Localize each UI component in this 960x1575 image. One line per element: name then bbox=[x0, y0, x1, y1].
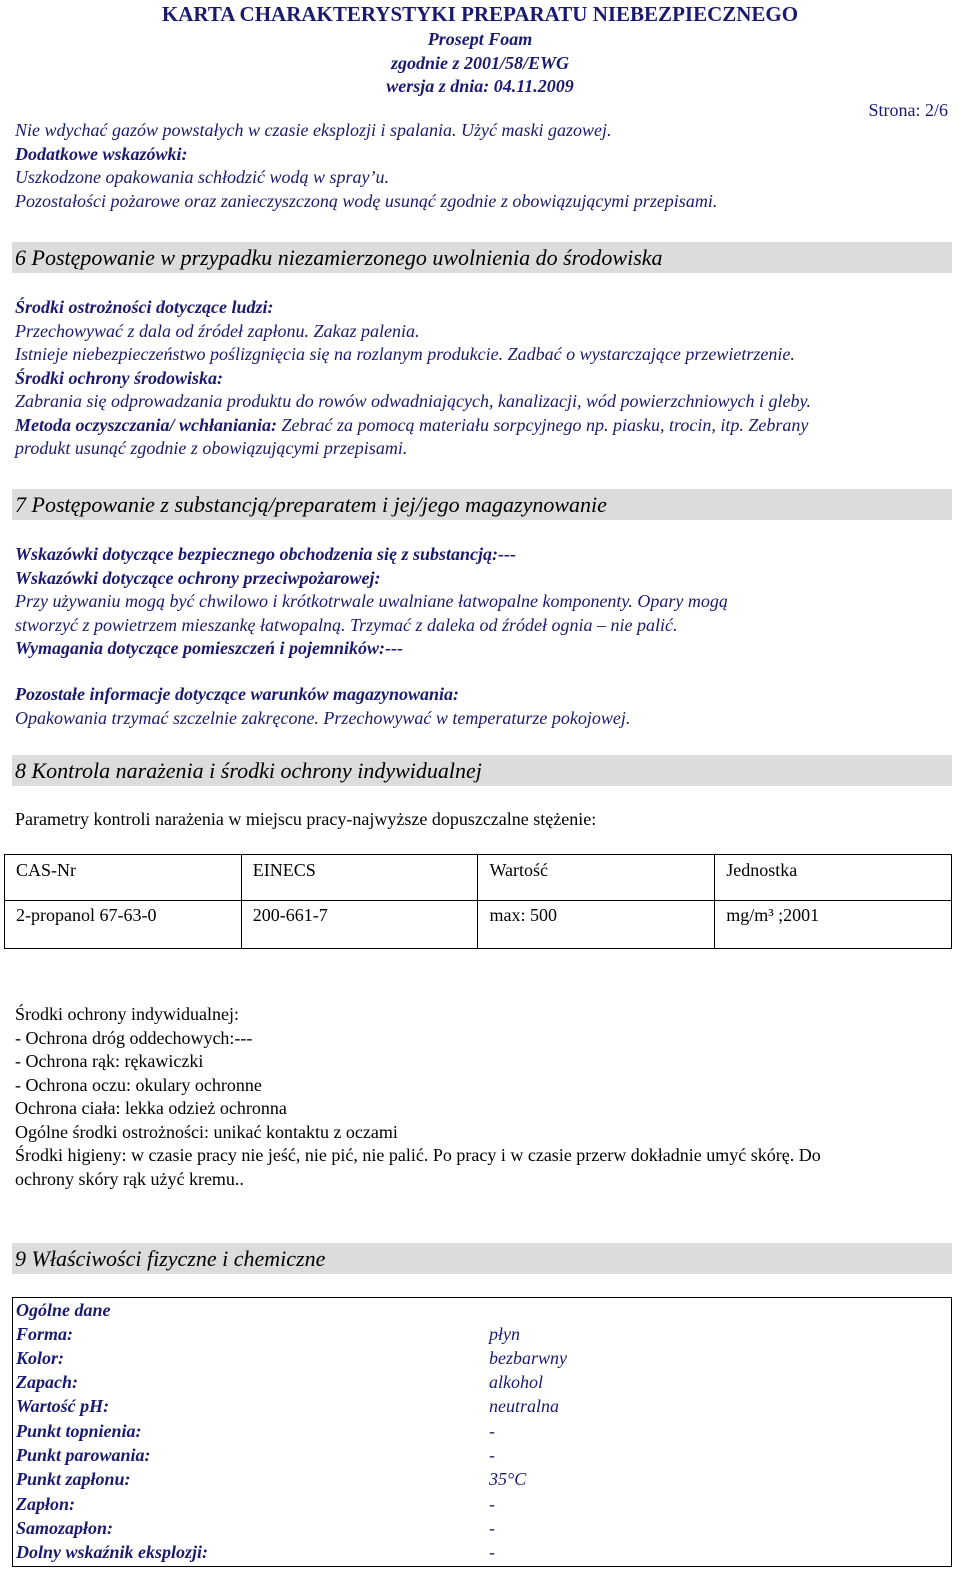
other-storage-label: Pozostałe informacje dotyczące warunków magazynowania: bbox=[15, 684, 460, 704]
rooms-label: Wymagania dotyczące pomieszczeń i pojemników:--- bbox=[15, 638, 403, 658]
table-cell: max: 500 bbox=[478, 901, 715, 949]
clean-text: Zebrać za pomocą materiału sorpcyjnego np. piasku, trocin, itp. Zebrany bbox=[277, 414, 809, 435]
people-line-1: Przechowywać z dala od źródeł zapłonu. Zakaz palenia. bbox=[15, 320, 420, 341]
people-line-2: Istnieje niebezpieczeństwo poślizgnięcia się na rozlanym produkcie. Zadbać o wystarczające przewietrzenie. bbox=[15, 344, 795, 364]
table-cell: 2-propanol 67-63-0 bbox=[5, 901, 242, 949]
property-row bbox=[16, 1420, 946, 1444]
document-title: KARTA CHARAKTERYSTYKI PREPARATU NIEBEZPIECZNEGO bbox=[161, 2, 799, 26]
intro-line-2: Uszkodzone opakowania schłodzić wodą w spray’u. bbox=[15, 167, 389, 187]
table-header-cell: Jednostka bbox=[715, 855, 952, 901]
property-label: Kolor: bbox=[16, 1348, 65, 1368]
ppe-line: Środki higieny: w czasie pracy nie jeść, nie pić, nie palić. Po pracy i w czasie przerw dokładnie umyć skórę. Do bbox=[15, 1145, 821, 1165]
property-label: Wartość pH: bbox=[16, 1396, 110, 1416]
property-value: 35°C bbox=[489, 1469, 527, 1489]
property-label: Zapach: bbox=[16, 1372, 78, 1392]
table-cell: mg/m³ ;2001 bbox=[715, 901, 952, 949]
property-label: Punkt zapłonu: bbox=[16, 1469, 131, 1489]
ppe-line: Ochrona ciała: lekka odzież ochronna bbox=[15, 1098, 287, 1118]
property-label: Forma: bbox=[16, 1324, 74, 1344]
fire-line-2: stworzyć z powietrzem mieszankę łatwopalną. Trzymać z daleka od źródeł ognia – nie palić. bbox=[15, 614, 678, 635]
property-value: - bbox=[489, 1542, 495, 1562]
ppe-line: ochrony skóry rąk użyć kremu.. bbox=[15, 1168, 244, 1189]
property-row bbox=[16, 1468, 946, 1492]
general-data-row bbox=[16, 1299, 946, 1323]
safe-handling-label: Wskazówki dotyczące bezpiecznego obchodzenia się z substancją:--- bbox=[15, 544, 516, 564]
version-date: wersja z dnia: 04.11.2009 bbox=[386, 76, 574, 96]
clean-label: Metoda oczyszczania/ wchłaniania: bbox=[15, 414, 278, 435]
env-line: Zabrania się odprowadzania produktu do rowów odwadniających, kanalizacji, wód powierzchniowych i gleby. bbox=[15, 391, 811, 411]
ppe-block bbox=[15, 1003, 950, 1191]
intro-line-3: Pozostałości pożarowe oraz zanieczyszczoną wodę usunąć zgodnie z obowiązującymi przepisami. bbox=[15, 190, 718, 211]
exposure-table bbox=[4, 854, 952, 949]
property-value: - bbox=[489, 1518, 495, 1538]
property-row bbox=[16, 1493, 946, 1517]
property-value: - bbox=[489, 1445, 495, 1465]
property-label: Zapłon: bbox=[16, 1494, 76, 1514]
table-cell: 200-661-7 bbox=[241, 901, 478, 949]
properties-box bbox=[12, 1297, 952, 1567]
table-header-cell: Wartość bbox=[478, 855, 715, 901]
property-label: Samozapłon: bbox=[16, 1518, 114, 1538]
property-row bbox=[16, 1444, 946, 1468]
property-label: Punkt topnienia: bbox=[16, 1421, 142, 1441]
ppe-line: Ogólne środki ostrożności: unikać kontaktu z oczami bbox=[15, 1121, 398, 1142]
intro-line-1: Nie wdychać gazów powstałych w czasie eksplozji i spalania. Użyć maski gazowej. bbox=[15, 120, 612, 140]
extra-label: Dodatkowe wskazówki: bbox=[15, 143, 188, 164]
intro-block bbox=[15, 119, 950, 213]
property-row bbox=[16, 1517, 946, 1541]
fire-line-1: Przy używaniu mogą być chwilowo i krótkotrwale uwalniane łatwopalne komponenty. Opary mogą bbox=[15, 591, 728, 611]
exposure-params: Parametry kontroli narażenia w miejscu pracy-najwyższe dopuszczalne stężenie: bbox=[15, 809, 597, 829]
property-label: Dolny wskaźnik eksplozji: bbox=[16, 1542, 209, 1562]
property-row bbox=[16, 1347, 946, 1371]
table-row bbox=[5, 901, 952, 949]
table-header-row bbox=[5, 855, 952, 901]
section-6-heading: 6 Postępowanie w przypadku niezamierzonego uwolnienia do środowiska bbox=[12, 242, 952, 273]
ppe-line: - Ochrona oczu: okulary ochronne bbox=[15, 1074, 262, 1095]
property-row bbox=[16, 1541, 946, 1565]
table-header-cell: EINECS bbox=[241, 855, 478, 901]
table-header-cell: CAS-Nr bbox=[5, 855, 242, 901]
property-value: neutralna bbox=[489, 1396, 559, 1416]
ppe-line: - Ochrona rąk: rękawiczki bbox=[15, 1051, 204, 1071]
section-8-heading: 8 Kontrola narażenia i środki ochrony indywidualnej bbox=[12, 755, 952, 786]
product-name: Prosept Foam bbox=[427, 29, 533, 49]
people-label: Środki ostrożności dotyczące ludzi: bbox=[15, 297, 274, 317]
property-value: - bbox=[489, 1494, 495, 1514]
property-label: Punkt parowania: bbox=[16, 1445, 151, 1465]
property-value: alkohol bbox=[489, 1372, 543, 1392]
ppe-line: Środki ochrony indywidualnej: bbox=[15, 1004, 239, 1024]
section-7-body bbox=[15, 543, 950, 661]
property-value: płyn bbox=[489, 1324, 520, 1344]
property-value: - bbox=[489, 1421, 495, 1441]
property-row bbox=[16, 1371, 946, 1395]
clean-line-2: produkt usunąć zgodnie z obowiązującymi przepisami. bbox=[15, 438, 408, 458]
page-number: Strona: 2/6 bbox=[868, 100, 948, 120]
ppe-line: - Ochrona dróg oddechowych:--- bbox=[15, 1027, 253, 1048]
property-row bbox=[16, 1395, 946, 1419]
property-row bbox=[16, 1323, 946, 1347]
env-label: Środki ochrony środowiska: bbox=[15, 367, 224, 388]
property-value: bezbarwny bbox=[489, 1348, 567, 1368]
other-storage-line: Opakowania trzymać szczelnie zakręcone. Przechowywać w temperaturze pokojowej. bbox=[15, 707, 631, 728]
section-7-heading: 7 Postępowanie z substancją/preparatem i jej/jego magazynowanie bbox=[12, 489, 952, 520]
general-data-label: Ogólne dane bbox=[16, 1300, 111, 1320]
fire-label: Wskazówki dotyczące ochrony przeciwpożarowej: bbox=[15, 567, 381, 588]
regulation: zgodnie z 2001/58/EWG bbox=[390, 53, 570, 73]
section-9-heading: 9 Właściwości fizyczne i chemiczne bbox=[12, 1243, 952, 1274]
storage-block bbox=[15, 683, 950, 730]
section-6-body bbox=[15, 296, 950, 461]
